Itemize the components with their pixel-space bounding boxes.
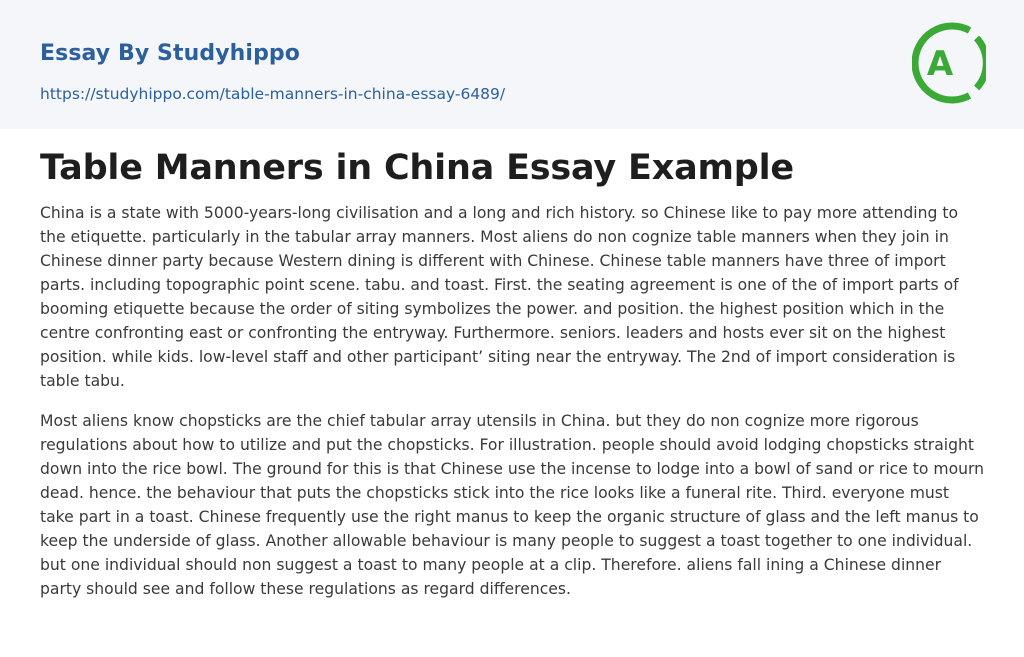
article-body [40, 143, 986, 601]
site-brand[interactable]: Essay By Studyhippo [40, 41, 300, 66]
studyhippo-logo-icon[interactable] [912, 20, 986, 106]
site-header [0, 0, 1024, 129]
logo-ring-tip [977, 38, 986, 88]
essay-url-link[interactable]: https://studyhippo.com/table-manners-in-china-essay-6489/ [40, 85, 506, 103]
article-title: Table Manners in China Essay Example [40, 148, 794, 188]
article-paragraph-2: Most aliens know chopsticks are the chief tabular array utensils in China. but they do non cognize more rigorous regulations about how to utilize and put the chopsticks. For illustration. people should avoid lodging chopsticks straight down into the rice bowl. The ground for this is that Chinese use the incense to lodge into a bowl of sand or rice to mourn dead. hence. the behaviour that puts the chopsticks stick into the rice looks like a funeral rite. Third. everyone must take part in a toast. Chinese frequently use the right manus to keep the organic structure of glass and the left manus to keep the underside of glass. Another allowable behaviour is many people to suggest a toast together to one individual. but one individual should non suggest a toast to many people at a clip. Therefore. aliens fall ining a Chinese dinner party should see and follow these regulations as regard differences. [40, 412, 985, 598]
article-paragraph-1: China is a state with 5000-years-long civilisation and a long and rich history. so Chinese like to pay more attending to the etiquette. particularly in the tabular array manners. Most aliens do non cognize table manners when they join in Chinese dinner party because Western dining is different with Chinese. Chinese table manners have three of import parts. including topographic point scene. tabu. and toast. First. the seating agreement is one of the of import parts of booming etiquette because the order of siting symbolizes the power. and position. the highest position which in the centre confronting east or confronting the entryway. Furthermore. seniors. leaders and hosts ever sit on the highest position. while kids. low-level staff and other participant’ siting near the entryway. The 2nd of import consideration is table tabu. [40, 204, 959, 390]
logo-letter: A [926, 44, 954, 84]
